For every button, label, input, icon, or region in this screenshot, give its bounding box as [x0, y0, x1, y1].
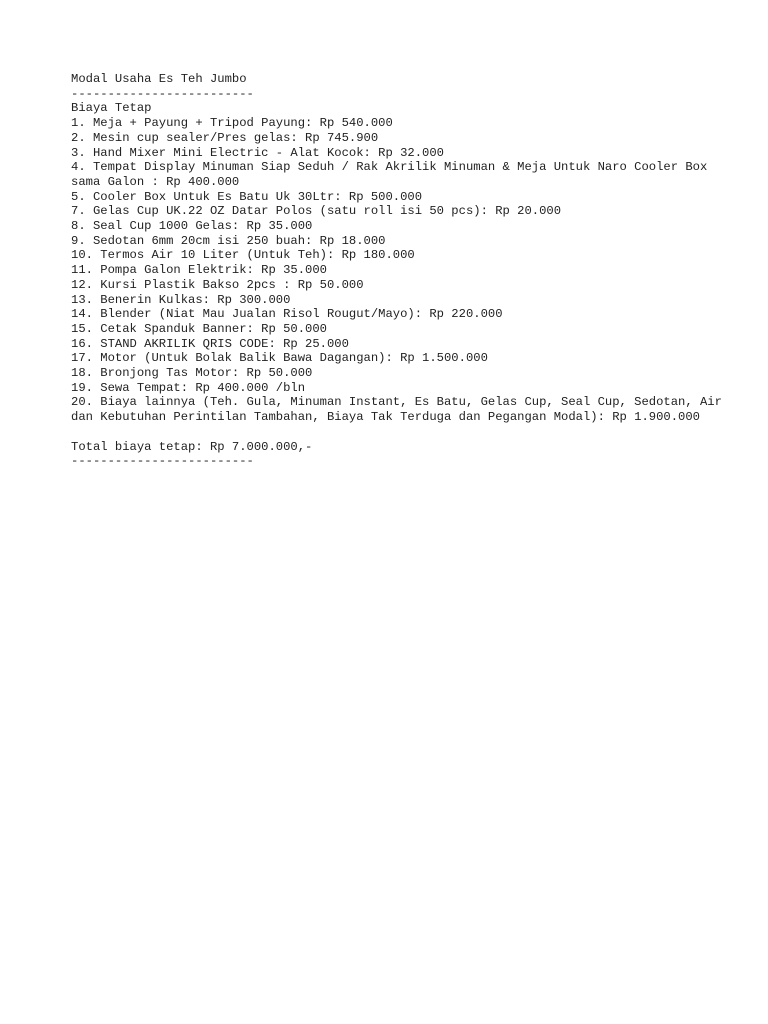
list-item: 5. Cooler Box Untuk Es Batu Uk 30Ltr: Rp 500.000 — [71, 189, 423, 204]
total-line: Total biaya tetap: Rp 7.000.000,- — [71, 439, 313, 454]
list-item: 7. Gelas Cup UK.22 OZ Datar Polos (satu roll isi 50 pcs): Rp 20.000 — [71, 204, 562, 219]
divider-bottom: ------------------------- — [71, 454, 254, 469]
document-page — [71, 72, 731, 469]
list-item: 16. STAND AKRILIK QRIS CODE: Rp 25.000 — [71, 336, 349, 351]
list-item: 19. Sewa Tempat: Rp 400.000 /bln — [71, 380, 306, 395]
list-item: 12. Kursi Plastik Bakso 2pcs : Rp 50.000 — [71, 277, 364, 292]
list-item: 17. Motor (Untuk Bolak Balik Bawa Dagangan): Rp 1.500.000 — [71, 351, 488, 366]
list-item: 20. Biaya lainnya (Teh. Gula, Minuman Instant, Es Batu, Gelas Cup, Seal Cup, Sedotan, Air dan Kebutuhan Perintilan Tambahan, Biaya Tak Terduga dan Pegangan Modal): Rp 1.900.000 — [71, 395, 722, 425]
list-item: 15. Cetak Spanduk Banner: Rp 50.000 — [71, 321, 327, 336]
list-item: 18. Bronjong Tas Motor: Rp 50.000 — [71, 366, 313, 381]
list-item: 2. Mesin cup sealer/Pres gelas: Rp 745.900 — [71, 130, 379, 145]
list-item: 9. Sedotan 6mm 20cm isi 250 buah: Rp 18.000 — [71, 233, 386, 248]
list-item: 4. Tempat Display Minuman Siap Seduh / Rak Akrilik Minuman & Meja Untuk Naro Cooler Box sama Galon : Rp 400.000 — [71, 160, 708, 189]
divider-top: ------------------------- — [71, 86, 254, 101]
list-item: 10. Termos Air 10 Liter (Untuk Teh): Rp 180.000 — [71, 248, 415, 263]
cost-list — [71, 116, 731, 425]
list-item: 3. Hand Mixer Mini Electric - Alat Kocok: Rp 32.000 — [71, 145, 444, 160]
document-title: Modal Usaha Es Teh Jumbo — [71, 72, 247, 86]
list-item: 11. Pompa Galon Elektrik: Rp 35.000 — [71, 263, 327, 278]
list-item: 14. Blender (Niat Mau Jualan Risol Rougut/Mayo): Rp 220.000 — [71, 307, 503, 322]
list-item: 13. Benerin Kulkas: Rp 300.000 — [71, 292, 291, 307]
list-item: 1. Meja + Payung + Tripod Payung: Rp 540.000 — [71, 116, 393, 131]
list-item: 8. Seal Cup 1000 Gelas: Rp 35.000 — [71, 219, 313, 234]
section-heading: Biaya Tetap — [71, 101, 152, 116]
blank-line — [71, 425, 731, 440]
